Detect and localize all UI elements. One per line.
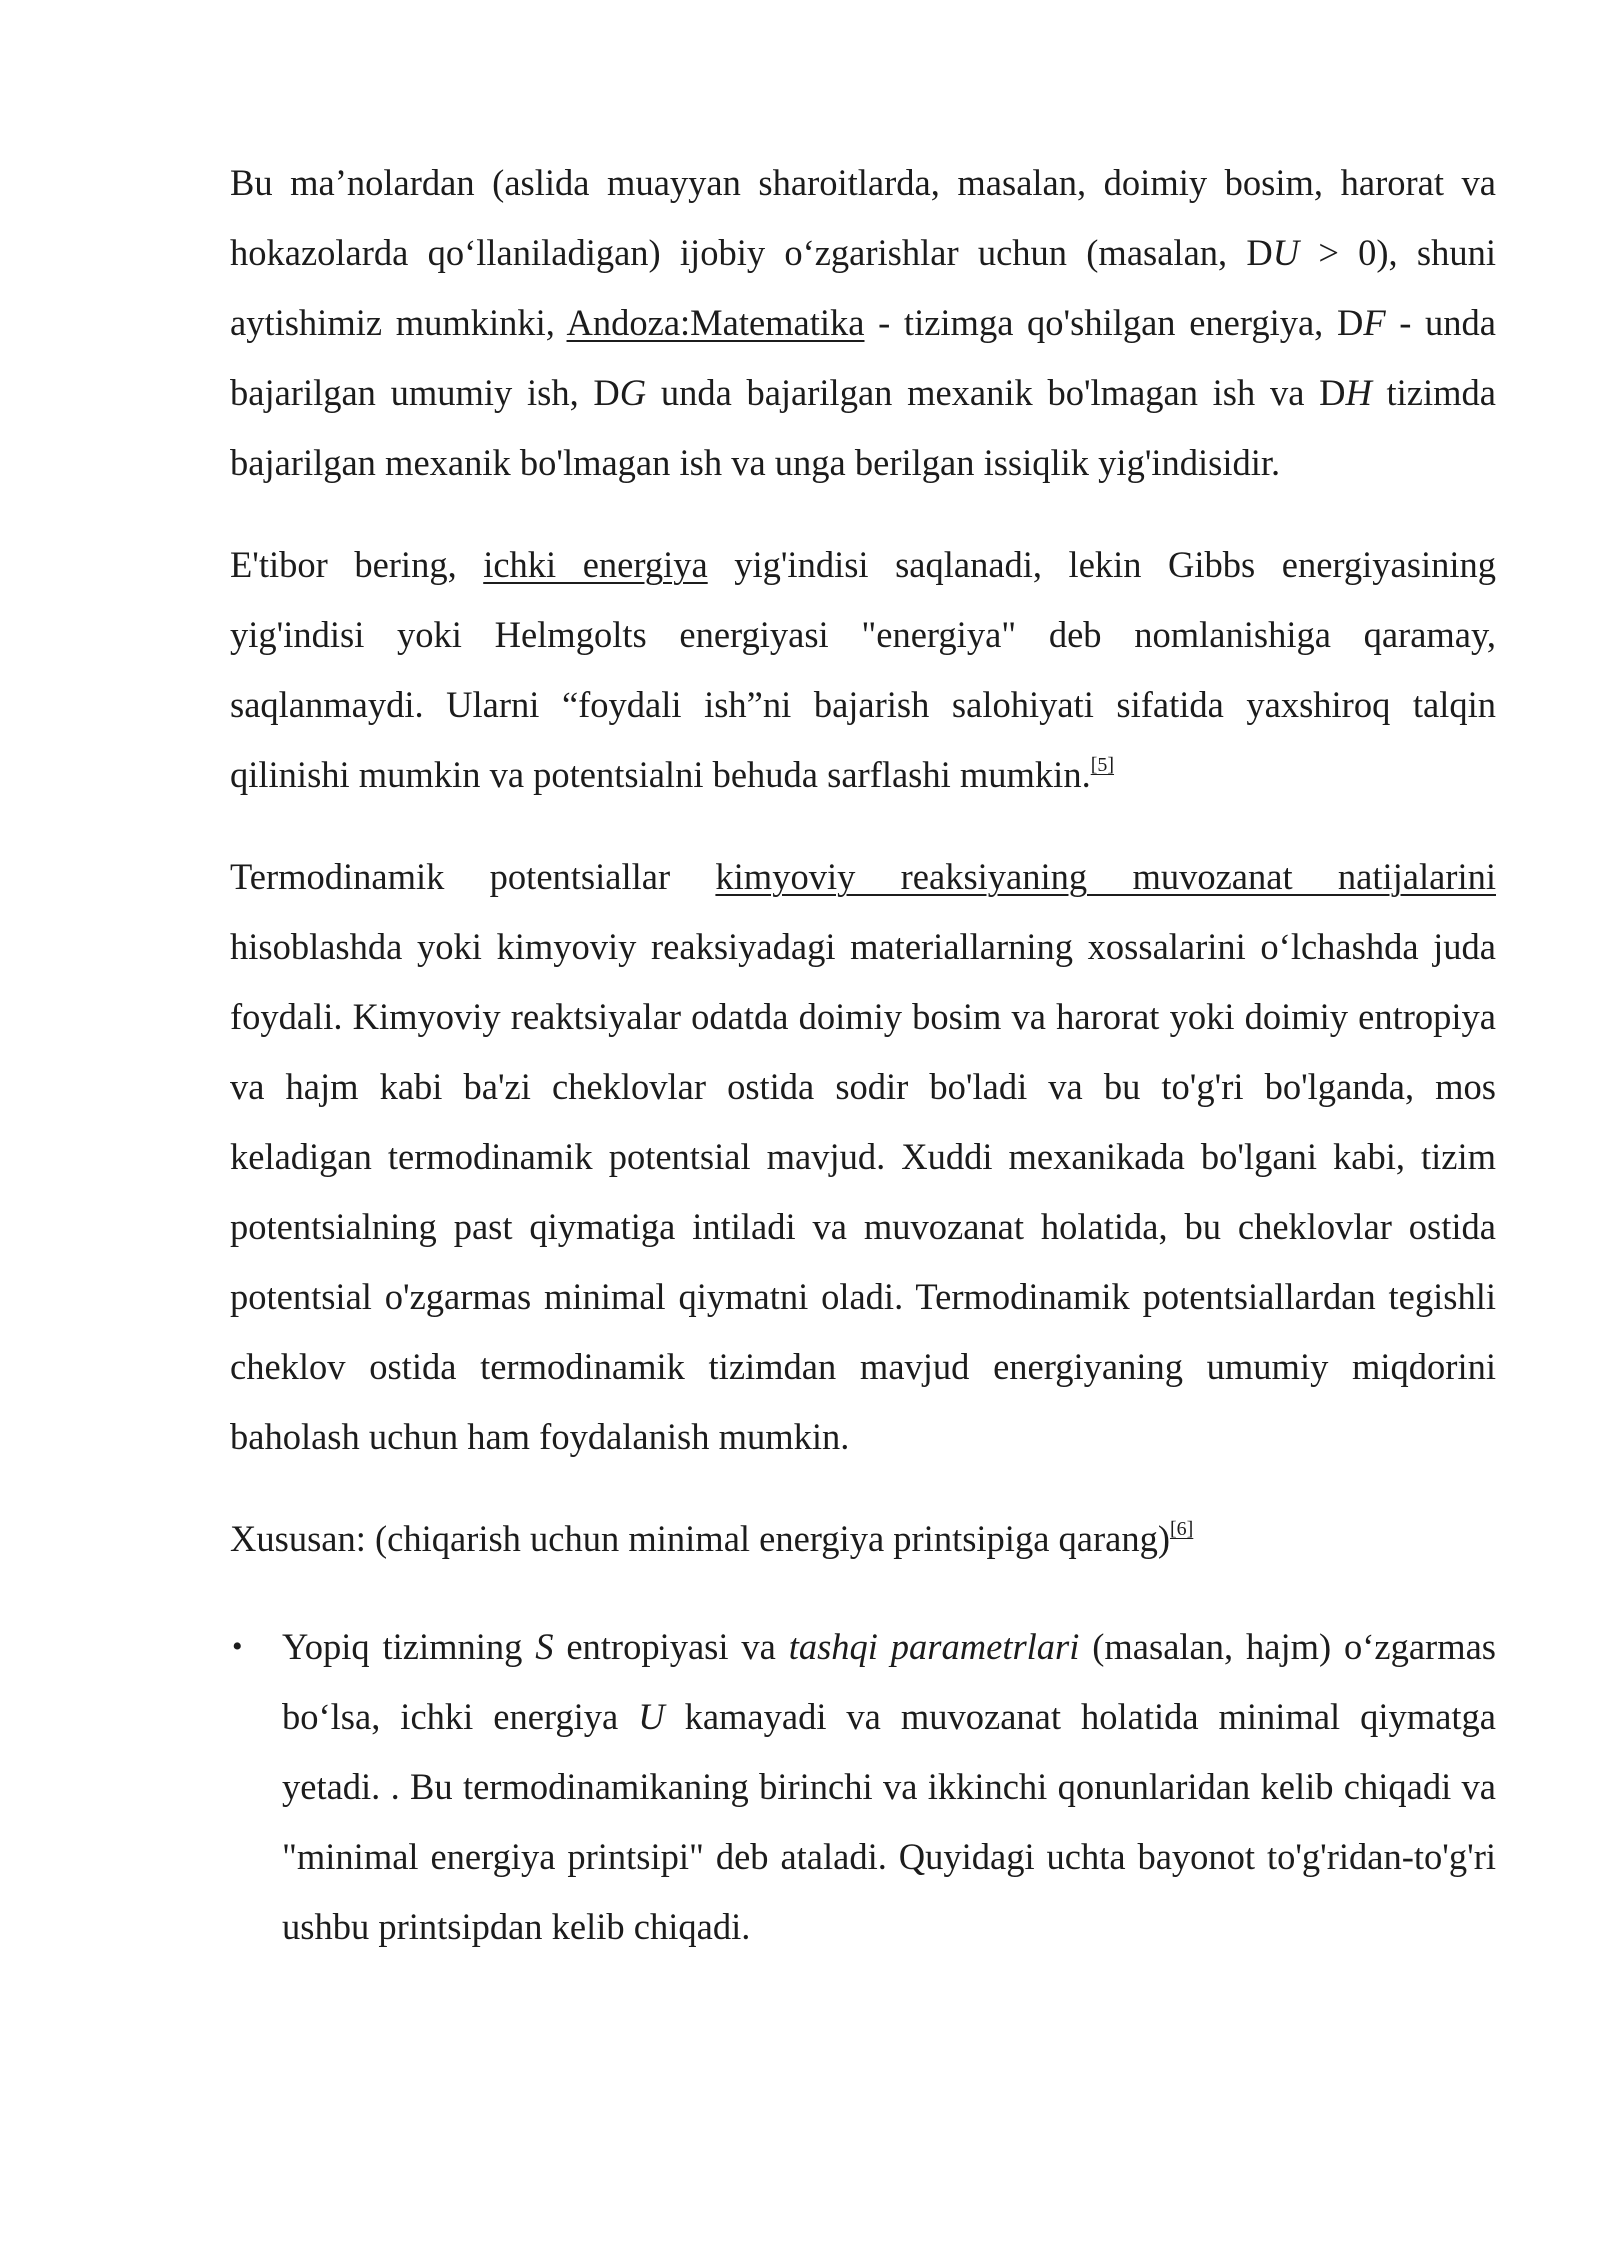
paragraph-chemical-reactions: [230, 842, 1496, 1472]
variable-u: U: [1272, 232, 1300, 273]
text: kamayadi va muvozanat holatida minimal qiymatga yetadi. . Bu termodinamikaning birinchi va ikkinchi qonunlaridan kelib chiqadi va "minimal energiya printsipi" deb ataladi. Quyidagi uchta bayonot to'g'ridan-to'g'ri ushbu printsipdan kelib chiqadi.: [282, 1696, 1496, 1947]
link-kimyoviy-reaksiya[interactable]: kimyoviy reaksiyaning muvozanat natijalarini: [715, 856, 1496, 897]
footnote-ref-6-label[interactable]: [6]: [1169, 1518, 1194, 1540]
text: hisoblashda yoki kimyoviy reaksiyadagi materiallarning xossalarini o‘lchashda juda foydali. Kimyoviy reaktsiyalar odatda doimiy bosim va harorat yoki doimiy entropiya va hajm kabi ba'zi cheklovlar ostida sodir bo'ladi va bu to'g'ri bo'lganda, mos keladigan termodinamik potentsial mavjud. Xuddi mexanikada bo'lgani kabi, tizim potentsialning past qiymatiga intiladi va muvozanat holatida, bu cheklovlar ostida potentsial o'zgarmas minimal qiymatni oladi. Termodinamik potentsiallardan tegishli cheklov ostida termodinamik tizimdan mavjud energiyaning umumiy miqdorini baholash uchun ham foydalanish mumkin.: [230, 926, 1496, 1457]
document-page: [230, 148, 1496, 1962]
text: entropiyasi va: [553, 1626, 789, 1667]
list-item: [230, 1612, 1496, 1962]
footnote-ref-5[interactable]: [1091, 754, 1114, 776]
italic-term: tashqi parametrlari: [788, 1626, 1080, 1667]
variable-g: G: [619, 372, 647, 413]
text: Xususan: (chiqarish uchun minimal energiya printsipiga qarang): [230, 1518, 1170, 1559]
text: Bu ma’nolardan (aslida muayyan sharoitlarda, masalan, doimiy bosim, harorat va hokazolarda qo‘llaniladigan) ijobiy o‘zgarishlar uchun (masalan, D: [230, 162, 1496, 273]
text: Yopiq tizimning: [282, 1626, 536, 1667]
text: > 0), shuni aytishimiz mumkinki,: [230, 232, 1496, 343]
text: yig'indisi saqlanadi, lekin Gibbs energiyasining yig'indisi yoki Helmgolts energiyasi "energiya" deb nomlanishiga qaramay, saqlanmaydi. Ularni “foydali ish”ni bajarish salohiyati sifatida yaxshiroq talqin qilinishi mumkin va potentsialni behuda sarflashi mumkin.: [230, 544, 1496, 795]
text: unda bajarilgan mexanik bo'lmagan ish va D: [646, 372, 1346, 413]
variable-s: S: [535, 1626, 554, 1667]
link-ichki-energiya[interactable]: ichki energiya: [483, 544, 708, 585]
footnote-ref-6[interactable]: [1170, 1518, 1193, 1540]
link-andoza-matematika[interactable]: Andoza:Matematika: [566, 302, 865, 343]
paragraph-xususan: [230, 1504, 1496, 1574]
text: tizimda bajarilgan mexanik bo'lmagan ish va unga berilgan issiqlik yig'indisidir.: [230, 372, 1496, 483]
variable-u: U: [638, 1696, 665, 1737]
text: - unda bajarilgan umumiy ish, D: [230, 302, 1496, 413]
text: Termodinamik potentsiallar: [230, 856, 716, 897]
paragraph-energy-changes: [230, 148, 1496, 498]
text: (masalan, hajm) o‘zgarmas bo‘lsa, ichki energiya: [282, 1626, 1496, 1737]
bullet-list: [230, 1612, 1496, 1962]
text: - tizimga qo'shilgan energiya, D: [864, 302, 1364, 343]
variable-f: F: [1363, 302, 1386, 343]
bullet-icon: •: [232, 1630, 243, 1663]
footnote-ref-5-label[interactable]: [5]: [1090, 754, 1115, 776]
variable-h: H: [1345, 372, 1372, 413]
text: E'tibor bering,: [230, 544, 484, 585]
paragraph-conservation-note: [230, 530, 1496, 810]
